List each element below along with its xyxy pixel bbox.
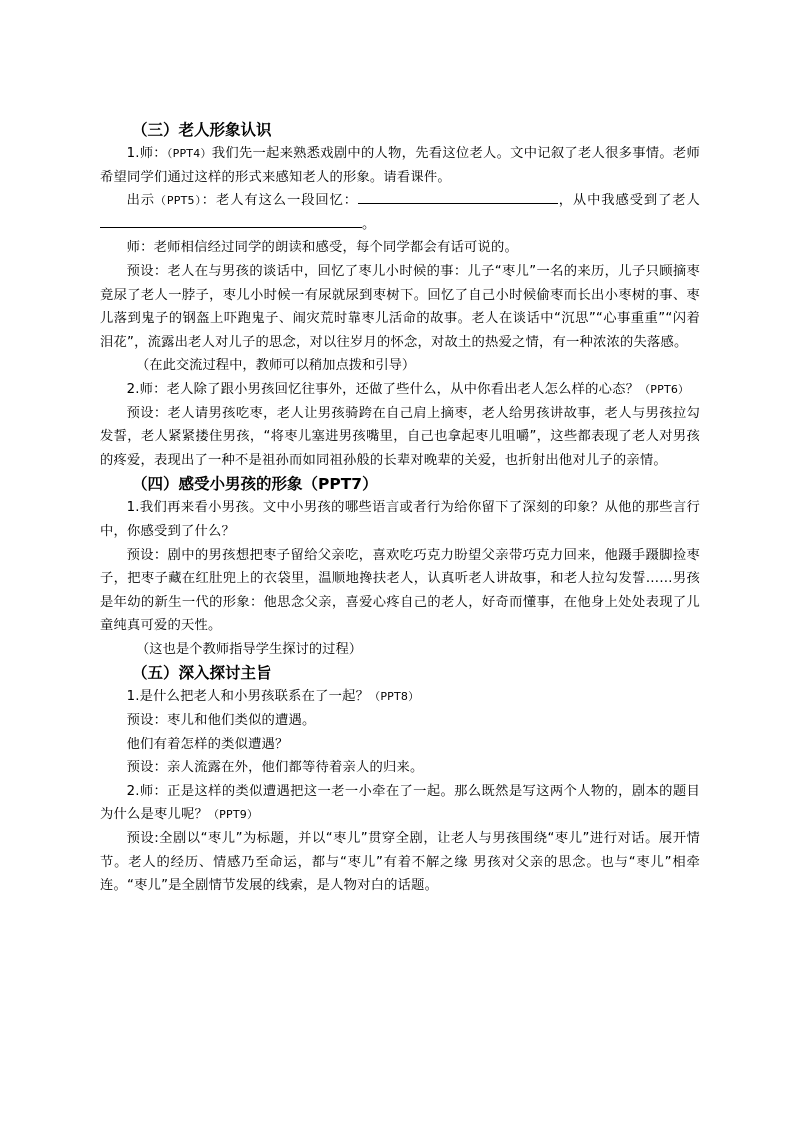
follow-up-question: 他们有着怎样的类似遭遇？ — [126, 736, 289, 752]
question-1 — [100, 685, 700, 709]
show-text-2: ，从中我感受到了老人 — [558, 193, 700, 209]
document-body — [100, 118, 700, 898]
section-heading-5: （五）深入探讨主旨 — [132, 664, 272, 683]
ppt-ref: （PPT9） — [207, 808, 259, 822]
preset-paragraph: 预设:全剧以“枣儿”为标题，并以“枣儿”贯穿全剧，让老人与男孩围绕“枣儿”进行对话。展开情节。老人的经历、情感乃至命运，都与“枣儿”有着不解之缘 男孩对父亲的思念。也与“枣儿”相牵连。“枣儿”是全剧情节发展的线索，是人物对白的话题。 — [100, 831, 700, 894]
section-heading-3: （三）老人形象认识 — [132, 121, 272, 139]
question-text: 1.是什么把老人和小男孩联系在了一起？ — [126, 689, 370, 705]
ppt-ref: （PPT5） — [155, 194, 202, 208]
question-text: 2.师：老人除了跟小男孩回忆往事外，还做了些什么，从中你看出老人怎么样的心态？ — [126, 381, 640, 397]
question-2 — [100, 780, 700, 827]
preset-paragraph: 预设：老人在与男孩的谈话中，回忆了枣儿小时候的事：儿子“枣儿”一名的来历，儿子只顾摘枣竟尿了老人一脖子，枣儿小时候一有尿就尿到枣树下。回忆了自己小时候偷枣而长出小枣树的事、枣儿落到鬼子的钢盔上吓跑鬼子、闹灾荒时靠枣儿活命的故事。老人在谈话中“沉思”“心事重重”“闪着泪花”，流露出老人对儿子的思念，对以往岁月的怀念，对故土的热爱之情，有一种浓浓的失落感。 — [100, 263, 700, 350]
question-text: 我们先一起来熟悉戏剧中的人物，先看这位老人。文中记叙了老人很多事情。老师希望同学们通过这样的形式来感知老人的形象。请看课件。 — [100, 146, 700, 185]
show-text: ：老人有这么一段回忆： — [201, 193, 358, 209]
section-heading-4: （四）感受小男孩的形象（PPT7） — [132, 475, 378, 494]
note-paragraph: （在此交流过程中，教师可以稍加点拨和引导） — [136, 358, 416, 374]
show-slide-paragraph — [100, 189, 700, 236]
show-text-end: 。 — [362, 216, 376, 232]
fill-blank-line — [100, 213, 362, 228]
show-label: 出示 — [126, 193, 155, 209]
ppt-ref: （PPT6） — [639, 382, 690, 396]
question-2 — [100, 378, 700, 402]
preset-paragraph: 预设：老人请男孩吃枣，老人让男孩骑跨在自己肩上摘枣，老人给男孩讲故事，老人与男孩拉勾发誓，老人紧紧搂住男孩，“将枣儿塞进男孩嘴里，自己也拿起枣儿咀嚼”，这些都表现了老人对男孩的疼爱，表现出了一种不是祖孙而如同祖孙般的长辈对晚辈的关爱，也折射出他对儿子的亲情。 — [100, 405, 700, 468]
preset-paragraph: 预设：剧中的男孩想把枣子留给父亲吃，喜欢吃巧克力盼望父亲带巧克力回来，他蹑手蹑脚捡枣子，把枣子藏在红肚兜上的衣袋里，温顺地搀扶老人，认真听老人讲故事，和老人拉勾发誓……男孩是年幼的新生一代的形象：他思念父亲，喜爱心疼自己的老人，好奇而懂事，在他身上处处表现了儿童纯真可爱的天性。 — [100, 547, 700, 634]
question-text: 2.师：正是这样的类似遭遇把这一老一小牵在了一起。那么既然是写这两个人物的，剧本的题目为什么是枣儿呢？ — [100, 783, 700, 823]
teacher-paragraph: 师：老师相信经过同学的朗读和感受，每个同学都会有话可说的。 — [126, 240, 519, 256]
preset-paragraph: 预设：亲人流露在外，他们都等待着亲人的归来。 — [126, 760, 424, 776]
ppt-ref: （PPT8） — [369, 690, 420, 704]
question-prefix: 1.师： — [126, 146, 167, 161]
note-paragraph: （这也是个教师指导学生探讨的过程） — [136, 641, 363, 657]
question-1 — [100, 142, 700, 189]
fill-blank-line — [358, 189, 558, 204]
preset-paragraph: 预设：枣儿和他们类似的遭遇。 — [126, 713, 316, 729]
ppt-ref: （PPT4） — [166, 147, 212, 160]
question-1: 1.我们再来看小男孩。文中小男孩的哪些语言或者行为给你留下了深刻的印象？从他的那些言行中，你感受到了什么？ — [100, 500, 700, 539]
